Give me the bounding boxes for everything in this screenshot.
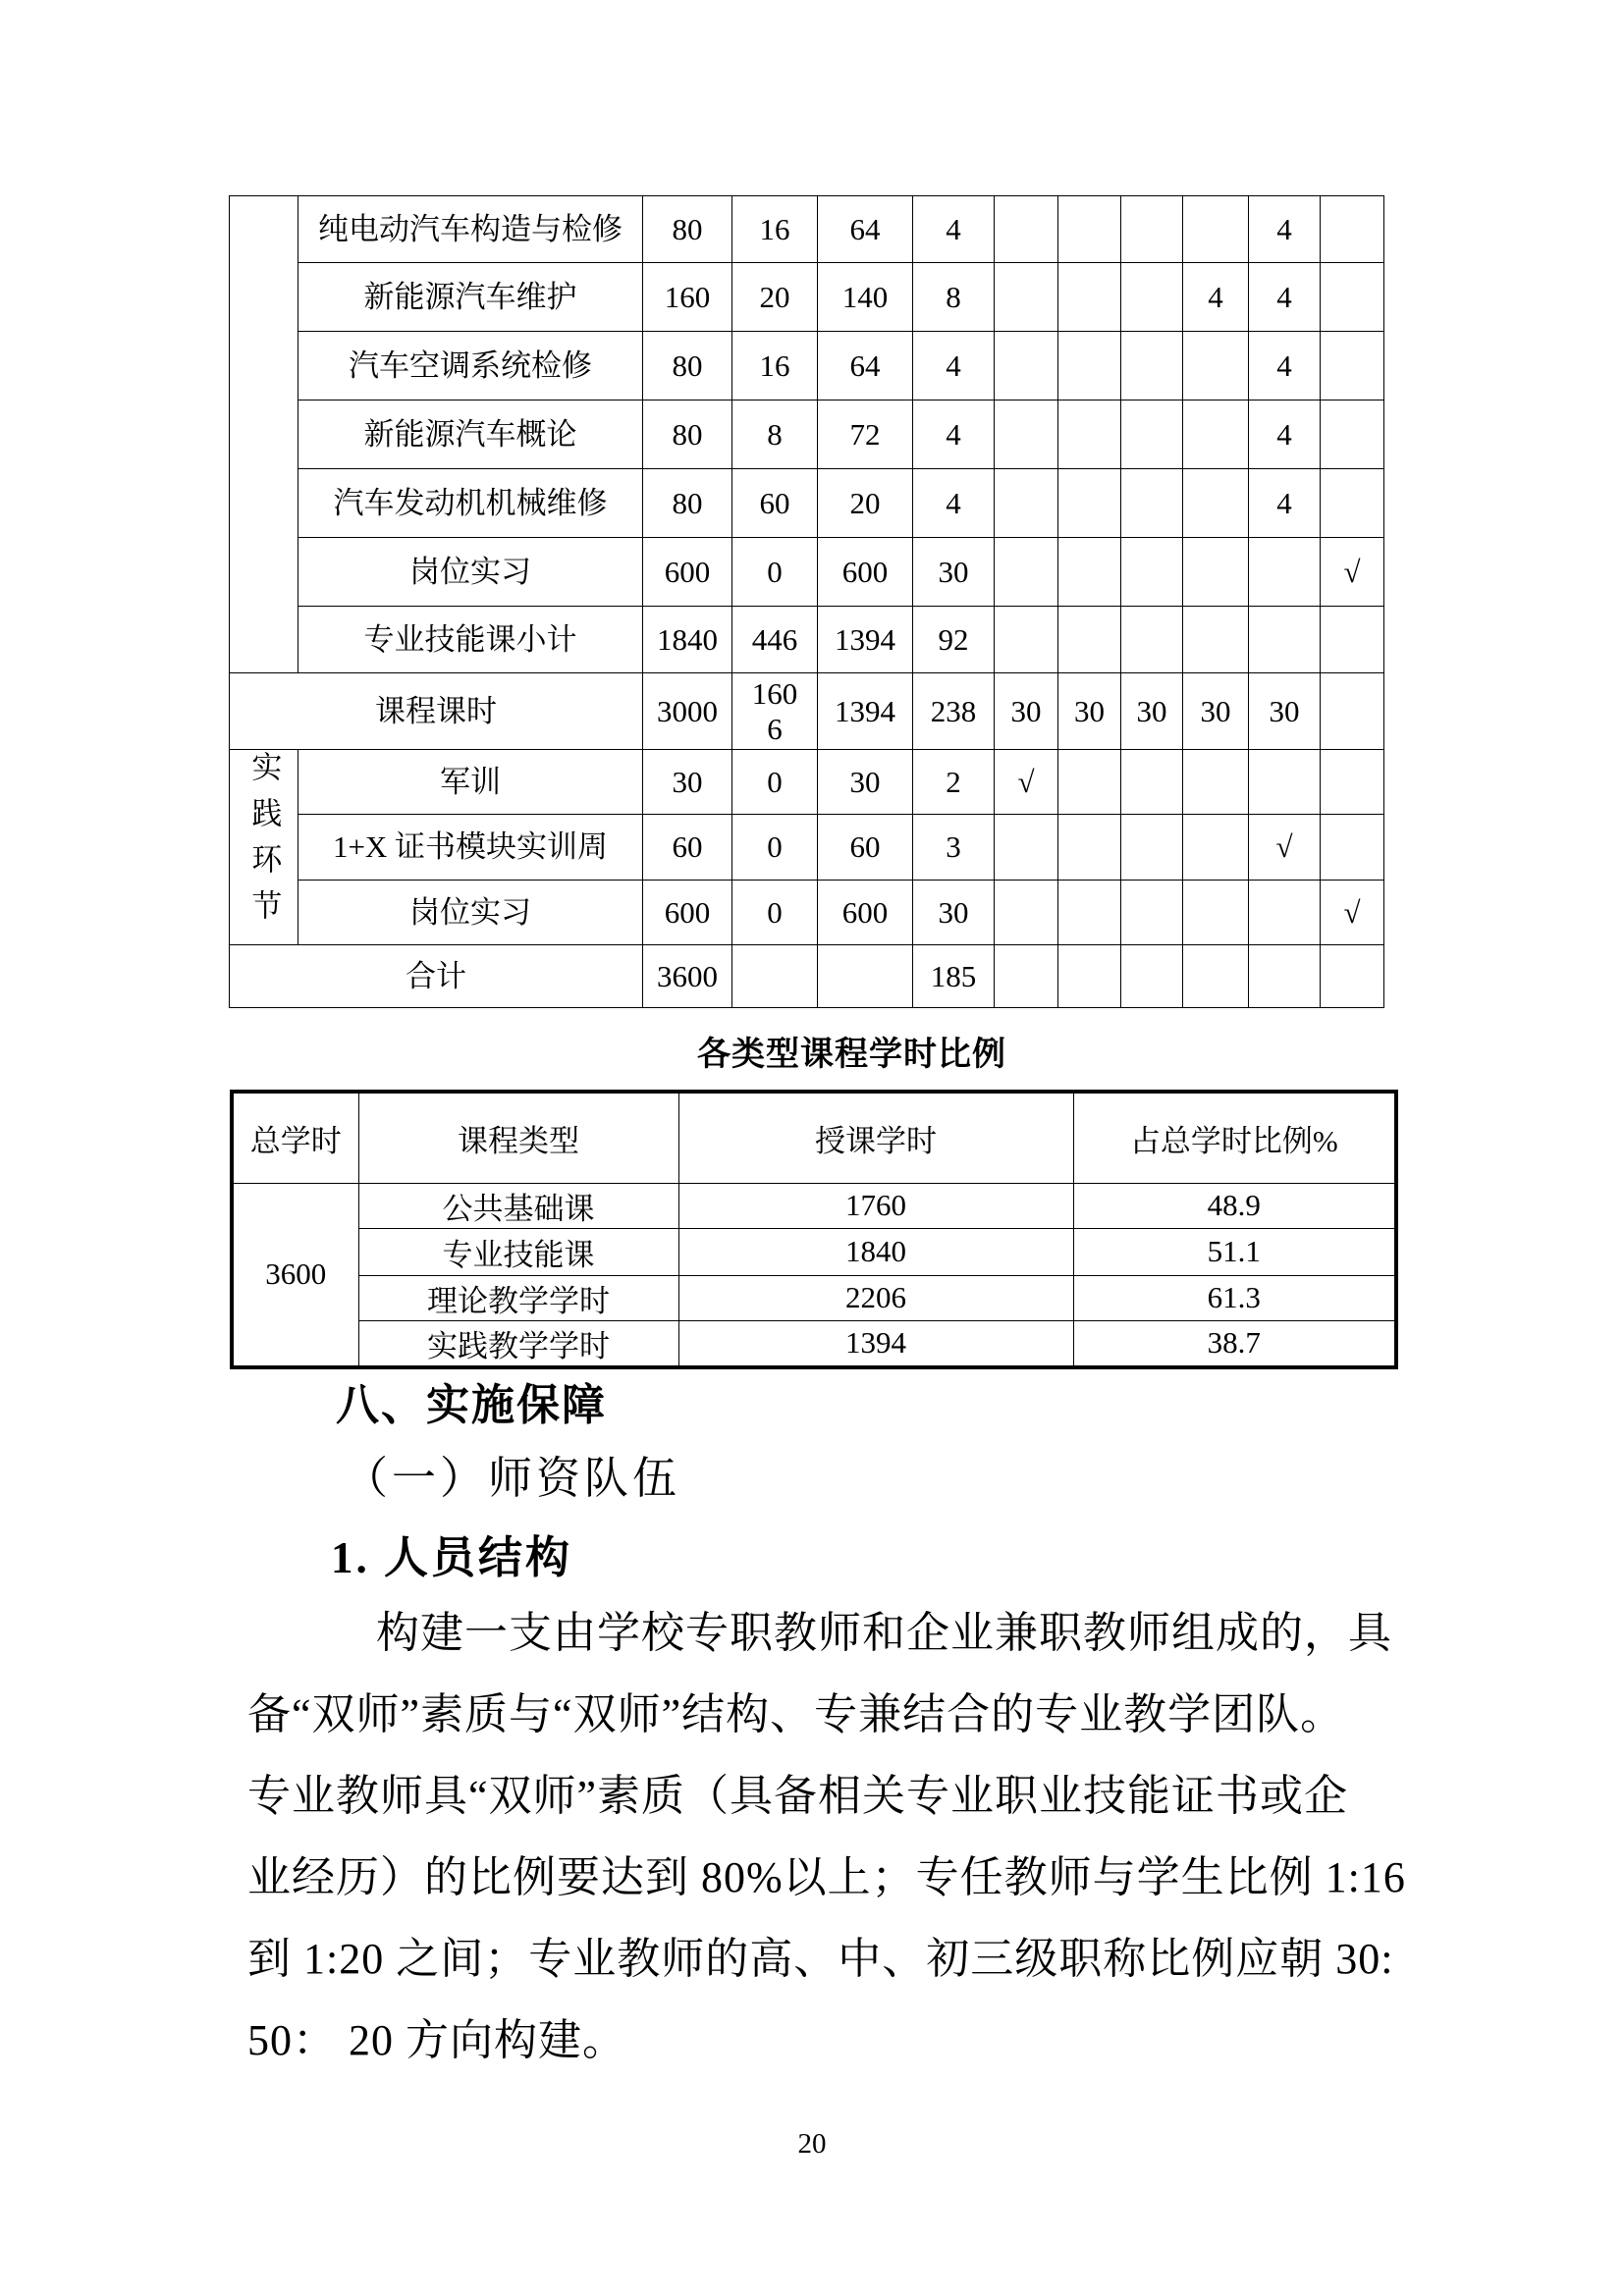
theory-hours-cell: 0 [732, 750, 818, 815]
semester-cell [1321, 750, 1384, 815]
semester-cell [1183, 881, 1249, 945]
total-hours-cell: 30 [643, 750, 732, 815]
practice-hours-cell: 30 [818, 750, 913, 815]
total-hours-cell: 600 [643, 538, 732, 607]
ratio-hours-cell: 2206 [678, 1275, 1073, 1320]
group-cell-empty [230, 196, 298, 673]
semester-cell [1121, 469, 1183, 538]
group-cell-practice [230, 750, 298, 945]
credits-cell: 3 [913, 815, 995, 881]
ratio-header-total: 总学时 [232, 1092, 358, 1183]
ratio-type-cell: 专业技能课 [358, 1228, 678, 1275]
semester-cell: 30 [1183, 673, 1249, 750]
semester-cell: 4 [1249, 332, 1321, 400]
total-hours-cell: 80 [643, 332, 732, 400]
semester-cell [1321, 607, 1384, 673]
checkmark-cell: √ [995, 750, 1058, 815]
course-name-cell: 新能源汽车维护 [298, 263, 643, 332]
semester-cell [1121, 196, 1183, 263]
semester-cell: 30 [995, 673, 1058, 750]
semester-cell [1058, 196, 1121, 263]
theory-hours-cell: 0 [732, 881, 818, 945]
semester-cell: 4 [1183, 263, 1249, 332]
semester-cell [1183, 815, 1249, 881]
semester-cell [995, 538, 1058, 607]
semester-cell [1058, 263, 1121, 332]
course-name-cell: 1+X 证书模块实训周 [298, 815, 643, 881]
semester-cell [1058, 945, 1121, 1008]
theory-hours-cell: 20 [732, 263, 818, 332]
course-name-cell: 岗位实习 [298, 538, 643, 607]
credits-cell: 8 [913, 263, 995, 332]
semester-cell: 4 [1249, 469, 1321, 538]
semester-cell [1058, 332, 1121, 400]
semester-cell [995, 469, 1058, 538]
semester-cell [1058, 400, 1121, 469]
semester-cell [995, 945, 1058, 1008]
semester-cell [1183, 332, 1249, 400]
theory-hours-cell: 8 [732, 400, 818, 469]
semester-cell [1249, 881, 1321, 945]
total-hours-cell: 3000 [643, 673, 732, 750]
total-hours-cell: 160 [643, 263, 732, 332]
semester-cell [1058, 881, 1121, 945]
credits-cell: 4 [913, 196, 995, 263]
course-name-cell: 纯电动汽车构造与检修 [298, 196, 643, 263]
ratio-table-title: 各类型课程学时比例 [697, 1037, 1006, 1073]
practice-hours-cell: 64 [818, 196, 913, 263]
ratio-total-cell: 3600 [232, 1183, 358, 1367]
credits-cell: 4 [913, 400, 995, 469]
semester-cell [1121, 607, 1183, 673]
semester-cell [1121, 750, 1183, 815]
semester-cell [1121, 263, 1183, 332]
semester-cell [995, 196, 1058, 263]
credits-cell: 185 [913, 945, 995, 1008]
semester-cell [1321, 400, 1384, 469]
practice-hours-cell: 60 [818, 815, 913, 881]
body-line: 构建一支由学校专职教师和企业兼职教师组成的，具 [376, 1609, 1392, 1657]
semester-cell [1121, 945, 1183, 1008]
checkmark-cell: √ [1249, 815, 1321, 881]
semester-cell [1121, 815, 1183, 881]
credits-cell: 4 [913, 469, 995, 538]
course-name-cell: 岗位实习 [298, 881, 643, 945]
curriculum-table [229, 195, 1384, 1008]
course-name-cell: 汽车发动机机械维修 [298, 469, 643, 538]
practice-hours-cell: 20 [818, 469, 913, 538]
semester-cell [1321, 332, 1384, 400]
checkmark-cell: √ [1321, 538, 1384, 607]
semester-cell: 30 [1058, 673, 1121, 750]
total-hours-cell: 600 [643, 881, 732, 945]
ratio-hours-cell: 1760 [678, 1183, 1073, 1228]
semester-cell [1249, 538, 1321, 607]
checkmark-cell: √ [1321, 881, 1384, 945]
semester-cell [1183, 538, 1249, 607]
total-hours-cell: 80 [643, 469, 732, 538]
semester-cell: 30 [1121, 673, 1183, 750]
total-hours-cell: 80 [643, 400, 732, 469]
ratio-pct-cell: 48.9 [1073, 1183, 1396, 1228]
hours-ratio-table [230, 1090, 1398, 1369]
semester-cell [1321, 945, 1384, 1008]
semester-cell [995, 263, 1058, 332]
semester-cell [1058, 750, 1121, 815]
semester-cell [1121, 881, 1183, 945]
credits-cell: 4 [913, 332, 995, 400]
total-hours-cell: 3600 [643, 945, 732, 1008]
subsubsection-heading: 1. 人员结构 [331, 1533, 573, 1582]
credits-cell: 238 [913, 673, 995, 750]
ratio-pct-cell: 38.7 [1073, 1320, 1396, 1367]
semester-cell: 4 [1249, 263, 1321, 332]
semester-cell: 4 [1249, 400, 1321, 469]
semester-cell [995, 881, 1058, 945]
body-line: 备“双师”素质与“双师”结构、专兼结合的专业教学团队。 [247, 1690, 1345, 1738]
body-line: 到 1:20 之间；专业教师的高、中、初三级职称比例应朝 30: [247, 1935, 1394, 1983]
body-line: 50： 20 方向构建。 [247, 2016, 626, 2064]
ratio-pct-cell: 51.1 [1073, 1228, 1396, 1275]
semester-cell [1183, 196, 1249, 263]
ratio-header-pct: 占总学时比例% [1073, 1092, 1396, 1183]
total-hours-cell: 80 [643, 196, 732, 263]
ratio-header-type: 课程类型 [358, 1092, 678, 1183]
theory-hours-cell [732, 945, 818, 1008]
ratio-hours-cell: 1840 [678, 1228, 1073, 1275]
semester-cell [1121, 538, 1183, 607]
section-heading: 八、实施保障 [336, 1381, 607, 1429]
semester-cell [1249, 750, 1321, 815]
ratio-type-cell: 理论教学学时 [358, 1275, 678, 1320]
vertical-group-label: 实践环节 [246, 751, 282, 936]
semester-cell [1058, 815, 1121, 881]
practice-hours-cell: 140 [818, 263, 913, 332]
semester-cell [1121, 400, 1183, 469]
page-number: 20 [797, 2128, 827, 2160]
semester-cell [1321, 673, 1384, 750]
practice-hours-cell: 72 [818, 400, 913, 469]
credits-cell: 30 [913, 881, 995, 945]
practice-hours-cell: 64 [818, 332, 913, 400]
theory-hours-cell: 1606 [732, 673, 818, 750]
course-name-cell: 新能源汽车概论 [298, 400, 643, 469]
semester-cell [1183, 607, 1249, 673]
semester-cell [1321, 469, 1384, 538]
ratio-pct-cell: 61.3 [1073, 1275, 1396, 1320]
semester-cell [1321, 263, 1384, 332]
course-name-cell: 专业技能课小计 [298, 607, 643, 673]
practice-hours-cell: 1394 [818, 673, 913, 750]
theory-hours-cell: 446 [732, 607, 818, 673]
semester-cell [1321, 815, 1384, 881]
body-paragraph [247, 1592, 1406, 2081]
theory-hours-cell: 0 [732, 815, 818, 881]
ratio-header-hours: 授课学时 [678, 1092, 1073, 1183]
credits-cell: 30 [913, 538, 995, 607]
course-name-cell: 合计 [230, 945, 643, 1008]
course-name-cell: 课程课时 [230, 673, 643, 750]
course-name-cell: 汽车空调系统检修 [298, 332, 643, 400]
semester-cell [995, 607, 1058, 673]
semester-cell [1058, 538, 1121, 607]
total-hours-cell: 1840 [643, 607, 732, 673]
ratio-type-cell: 公共基础课 [358, 1183, 678, 1228]
semester-cell [1249, 945, 1321, 1008]
semester-cell [1183, 469, 1249, 538]
ratio-type-cell: 实践教学学时 [358, 1320, 678, 1367]
practice-hours-cell: 600 [818, 538, 913, 607]
semester-cell [995, 332, 1058, 400]
theory-hours-cell: 60 [732, 469, 818, 538]
semester-cell [1183, 400, 1249, 469]
semester-cell [1183, 945, 1249, 1008]
subsection-heading: （一）师资队伍 [344, 1454, 681, 1503]
body-line: 专业教师具“双师”素质（具备相关专业职业技能证书或企 [247, 1772, 1349, 1820]
ratio-hours-cell: 1394 [678, 1320, 1073, 1367]
practice-hours-cell: 600 [818, 881, 913, 945]
semester-cell [1121, 332, 1183, 400]
semester-cell [995, 815, 1058, 881]
theory-hours-cell: 16 [732, 332, 818, 400]
credits-cell: 2 [913, 750, 995, 815]
semester-cell [1058, 607, 1121, 673]
semester-cell [1321, 196, 1384, 263]
semester-cell [1183, 750, 1249, 815]
semester-cell: 4 [1249, 196, 1321, 263]
semester-cell [995, 400, 1058, 469]
theory-hours-cell: 0 [732, 538, 818, 607]
theory-hours-cell: 16 [732, 196, 818, 263]
course-name-cell: 军训 [298, 750, 643, 815]
body-line: 业经历）的比例要达到 80%以上；专任教师与学生比例 1:16 [247, 1853, 1406, 1901]
semester-cell [1058, 469, 1121, 538]
total-hours-cell: 60 [643, 815, 732, 881]
practice-hours-cell: 1394 [818, 607, 913, 673]
semester-cell: 30 [1249, 673, 1321, 750]
semester-cell [1249, 607, 1321, 673]
practice-hours-cell [818, 945, 913, 1008]
credits-cell: 92 [913, 607, 995, 673]
